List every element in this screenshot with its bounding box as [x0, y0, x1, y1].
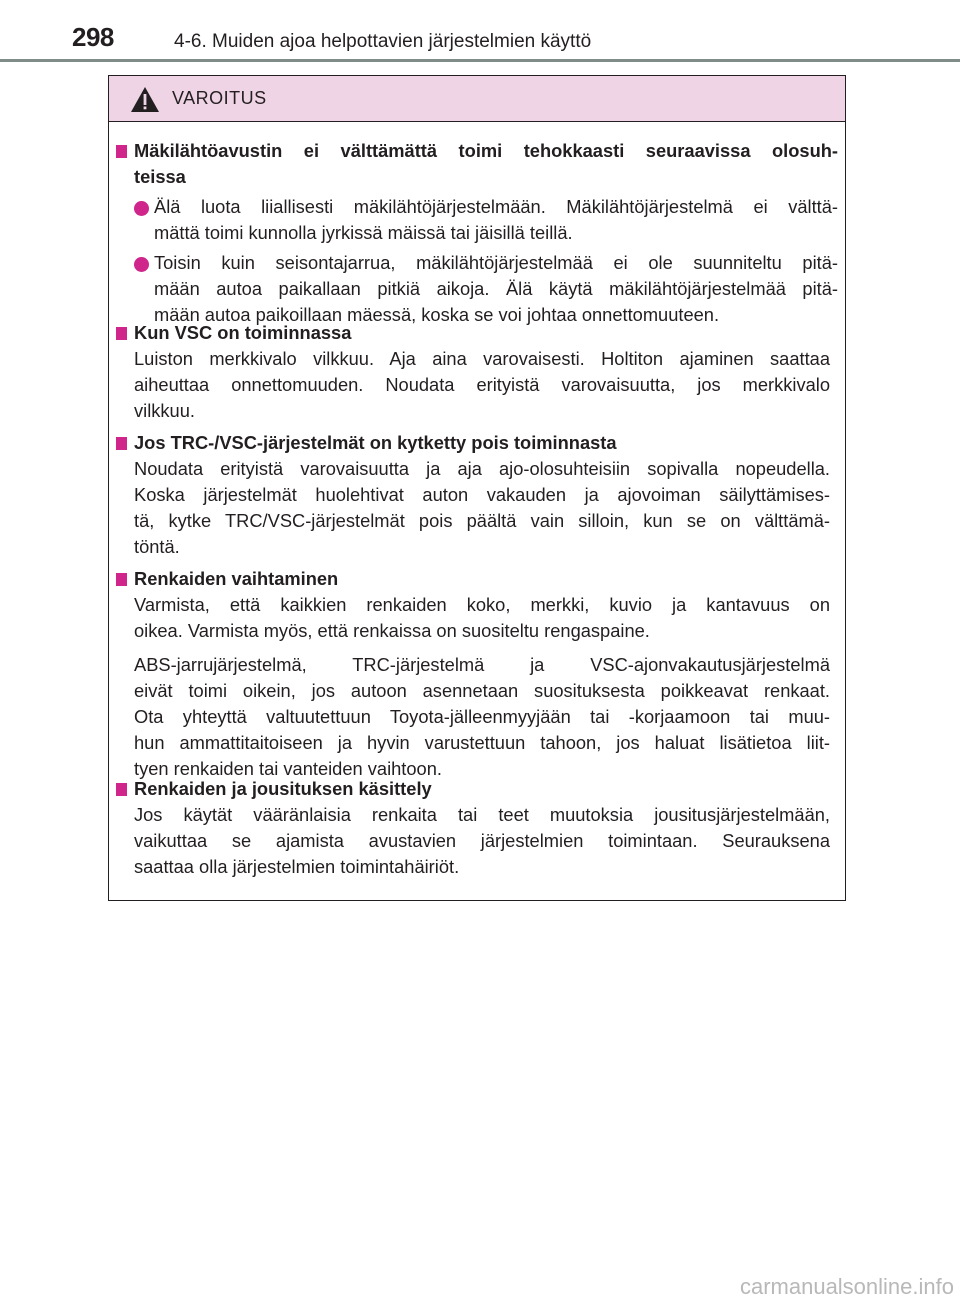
square-bullet-icon: [116, 783, 127, 796]
item-heading: Jos TRC-/VSC-järjestelmät on kytketty pois toiminnasta: [134, 432, 617, 453]
watermark: carmanualsonline.info: [739, 1274, 954, 1299]
paragraph-line: ABS-jarrujärjestelmä, TRC-järjestelmä ja VSC-ajonvakautusjärjestelmä: [134, 654, 830, 675]
paragraph-line: saattaa olla järjestelmien toimintahäiriöt.: [134, 856, 460, 877]
paragraph-line: Ota yhteyttä valtuutettuun Toyota-jälleenmyyjään tai -korjaamoon tai muu-: [134, 706, 830, 727]
warning-box: [108, 75, 846, 901]
paragraph-line: tä, kytke TRC/VSC-järjestelmät pois päältä vain silloin, kun se on välttämä-: [134, 510, 830, 531]
bullet-text: mään autoa paikallaan pitkiä aikoja. Älä käytä mäkilähtöjärjestelmää pitä-: [154, 278, 838, 299]
item-heading: Renkaiden ja jousituksen käsittely: [134, 778, 432, 799]
paragraph-line: Varmista, että kaikkien renkaiden koko, merkki, kuvio ja kantavuus on: [134, 594, 830, 615]
header-divider: [0, 59, 960, 62]
square-bullet-icon: [116, 145, 127, 158]
item-heading: teissa: [134, 166, 186, 187]
paragraph-line: oikea. Varmista myös, että renkaissa on suositeltu rengaspaine.: [134, 620, 650, 641]
square-bullet-icon: [116, 573, 127, 586]
paragraph-line: vilkkuu.: [134, 400, 195, 421]
section-title: 4-6. Muiden ajoa helpottavien järjestelmien käyttö: [174, 31, 592, 52]
square-bullet-icon: [116, 437, 127, 450]
item-heading: Renkaiden vaihtaminen: [134, 568, 339, 589]
paragraph-line: aiheuttaa onnettomuuden. Noudata erityistä varovaisuutta, jos merkkivalo: [134, 374, 830, 395]
round-bullet-icon: [134, 201, 149, 216]
paragraph-line: tyen renkaiden tai vanteiden vaihtoon.: [134, 758, 442, 779]
paragraph-line: Koska järjestelmät huolehtivat auton vakauden ja ajovoiman säilyttämises-: [134, 484, 830, 505]
paragraph-line: hun ammattitaitoiseen ja hyvin varustettuun tahoon, jos haluat lisätietoa liit-: [134, 732, 830, 753]
item-heading: Kun VSC on toiminnassa: [134, 322, 352, 343]
paragraph-line: Luiston merkkivalo vilkkuu. Aja aina varovaisesti. Holtiton ajaminen saattaa: [134, 348, 830, 369]
warning-triangle-icon: [130, 86, 160, 113]
warning-label: VAROITUS: [172, 88, 267, 108]
paragraph-line: Noudata erityistä varovaisuutta ja aja ajo-olosuhteisiin sopivalla nopeudella.: [134, 458, 830, 479]
paragraph-line: eivät toimi oikein, jos autoon asennetaan suosituksesta poikkeavat renkaat.: [134, 680, 830, 701]
page-number: 298: [72, 22, 114, 52]
warning-header: [109, 76, 845, 122]
bullet-text: mään autoa paikoillaan mäessä, koska se voi johtaa onnettomuuteen.: [154, 304, 720, 325]
square-bullet-icon: [116, 327, 127, 340]
bullet-text: Älä luota liiallisesti mäkilähtöjärjestelmään. Mäkilähtöjärjestelmä ei välttä-: [154, 196, 838, 217]
paragraph-line: Jos käytät vääränlaisia renkaita tai teet muutoksia jousitusjärjestelmään,: [134, 804, 830, 825]
page-header: [0, 0, 960, 64]
paragraph-line: vaikuttaa se ajamista avustavien järjestelmien toimintaan. Seurauksena: [134, 830, 830, 851]
bullet-text: Toisin kuin seisontajarrua, mäkilähtöjärjestelmää ei ole suunniteltu pitä-: [154, 252, 838, 273]
bullet-text: mättä toimi kunnolla jyrkissä mäissä tai jäisillä teillä.: [154, 222, 573, 243]
item-heading: Mäkilähtöavustin ei välttämättä toimi tehokkaasti seuraavissa olosuh-: [134, 140, 838, 161]
paragraph-line: töntä.: [134, 536, 180, 557]
round-bullet-icon: [134, 257, 149, 272]
